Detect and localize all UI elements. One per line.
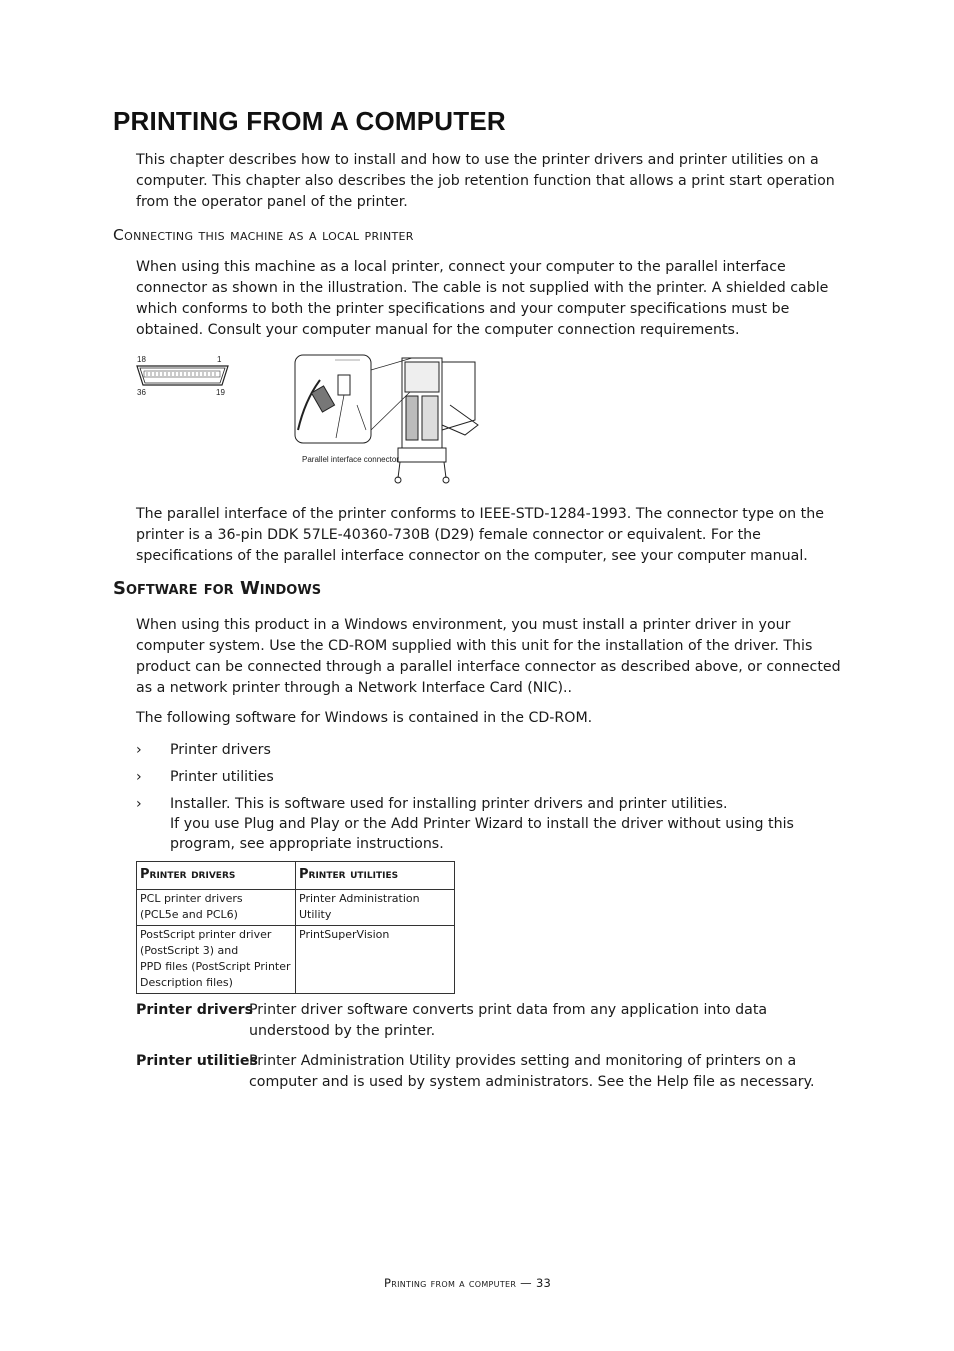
cell-line: (PostScript 3) and bbox=[140, 944, 239, 957]
page-footer: Printing from a computer — 33 bbox=[384, 1276, 552, 1290]
table-row bbox=[137, 890, 455, 926]
cable-detail-diagram bbox=[295, 355, 371, 443]
bullet-marker: › bbox=[136, 742, 142, 758]
table-row bbox=[137, 926, 455, 994]
local-printer-paragraph: When using this machine as a local printer, connect your computer to the parallel interface connector as shown in the illustration. The cable is not supplied with the printer. A shielded cable which conforms to both the printer specifications and your computer specifications must be obtained. Consult your computer manual for the computer connection requirements. bbox=[136, 259, 829, 338]
cell-line: PCL printer drivers bbox=[140, 892, 243, 905]
definition-description: Printer Administration Utility provides setting and monitoring of printers on a computer and is used by system administrators. See the Help file as necessary. bbox=[249, 1053, 815, 1090]
cell-line: PPD files (PostScript Printer bbox=[140, 960, 291, 973]
centronics-connector-diagram bbox=[137, 366, 228, 385]
connector-illustration bbox=[130, 350, 490, 495]
pin-label-18: 18 bbox=[137, 355, 146, 364]
cell-line: Description files) bbox=[140, 976, 233, 989]
parallel-interface-paragraph: The parallel interface of the printer conforms to IEEE-STD-1284-1993. The connector type on the printer is a 36-pin DDK 57LE-40360-730B (D29) female connector or equivalent. For the specifications of the parallel interface connector on the computer, see your computer manual. bbox=[136, 506, 824, 564]
intro-paragraph: This chapter describes how to install and how to use the printer drivers and printer utilities on a computer. This chapter also describes the job retention function that allows a print start operation from the operator panel of the printer. bbox=[136, 152, 835, 210]
bullet-marker: › bbox=[136, 796, 142, 812]
page-title: PRINTING FROM A COMPUTER bbox=[113, 106, 506, 136]
software-table bbox=[136, 861, 455, 994]
definition-description: Printer driver software converts print data from any application into data understood by the printer. bbox=[249, 1002, 768, 1039]
definition-term: Printer drivers bbox=[136, 1002, 254, 1018]
section-heading-software-windows: Software for Windows bbox=[113, 578, 322, 599]
cell-line: PostScript printer driver bbox=[140, 928, 272, 941]
section-heading-local-printer: Connecting this machine as a local printer bbox=[113, 226, 414, 244]
table-cell bbox=[137, 926, 296, 994]
list-item-text: Installer. This is software used for installing printer drivers and printer utilities. bbox=[170, 796, 728, 812]
figure-caption: Parallel interface connector bbox=[302, 455, 399, 464]
table-cell bbox=[296, 926, 455, 994]
pin-label-1: 1 bbox=[217, 355, 222, 364]
pin-label-19: 19 bbox=[216, 388, 225, 397]
cell-line: Utility bbox=[299, 908, 332, 921]
list-item-note: If you use Plug and Play or the Add Printer Wizard to install the driver without using this program, see appropriate instructions. bbox=[170, 816, 794, 852]
table-cell bbox=[296, 890, 455, 926]
list-item-text: Printer utilities bbox=[170, 769, 274, 785]
list-item-text: Printer drivers bbox=[170, 742, 271, 758]
cell-line: Printer Administration bbox=[299, 892, 420, 905]
table-cell bbox=[137, 890, 296, 926]
table-header-printer-utilities: Printer utilities bbox=[296, 862, 455, 890]
bullet-marker: › bbox=[136, 769, 142, 785]
printer-diagram bbox=[395, 358, 478, 483]
definition-term: Printer utilities bbox=[136, 1053, 258, 1069]
pin-label-36: 36 bbox=[137, 388, 146, 397]
table-header-row bbox=[137, 862, 455, 890]
cdrom-paragraph: The following software for Windows is contained in the CD-ROM. bbox=[136, 710, 593, 726]
table-header-printer-drivers: Printer drivers bbox=[137, 862, 296, 890]
cell-line: PrintSuperVision bbox=[299, 928, 390, 941]
windows-paragraph: When using this product in a Windows environment, you must install a printer driver in your computer system. Use the CD-ROM supplied with this unit for the installation of the driver. This product can be connected through a parallel interface connector as described above, or connected as a network printer through a Network Interface Card (NIC).. bbox=[136, 617, 841, 696]
cell-line: (PCL5e and PCL6) bbox=[140, 908, 238, 921]
